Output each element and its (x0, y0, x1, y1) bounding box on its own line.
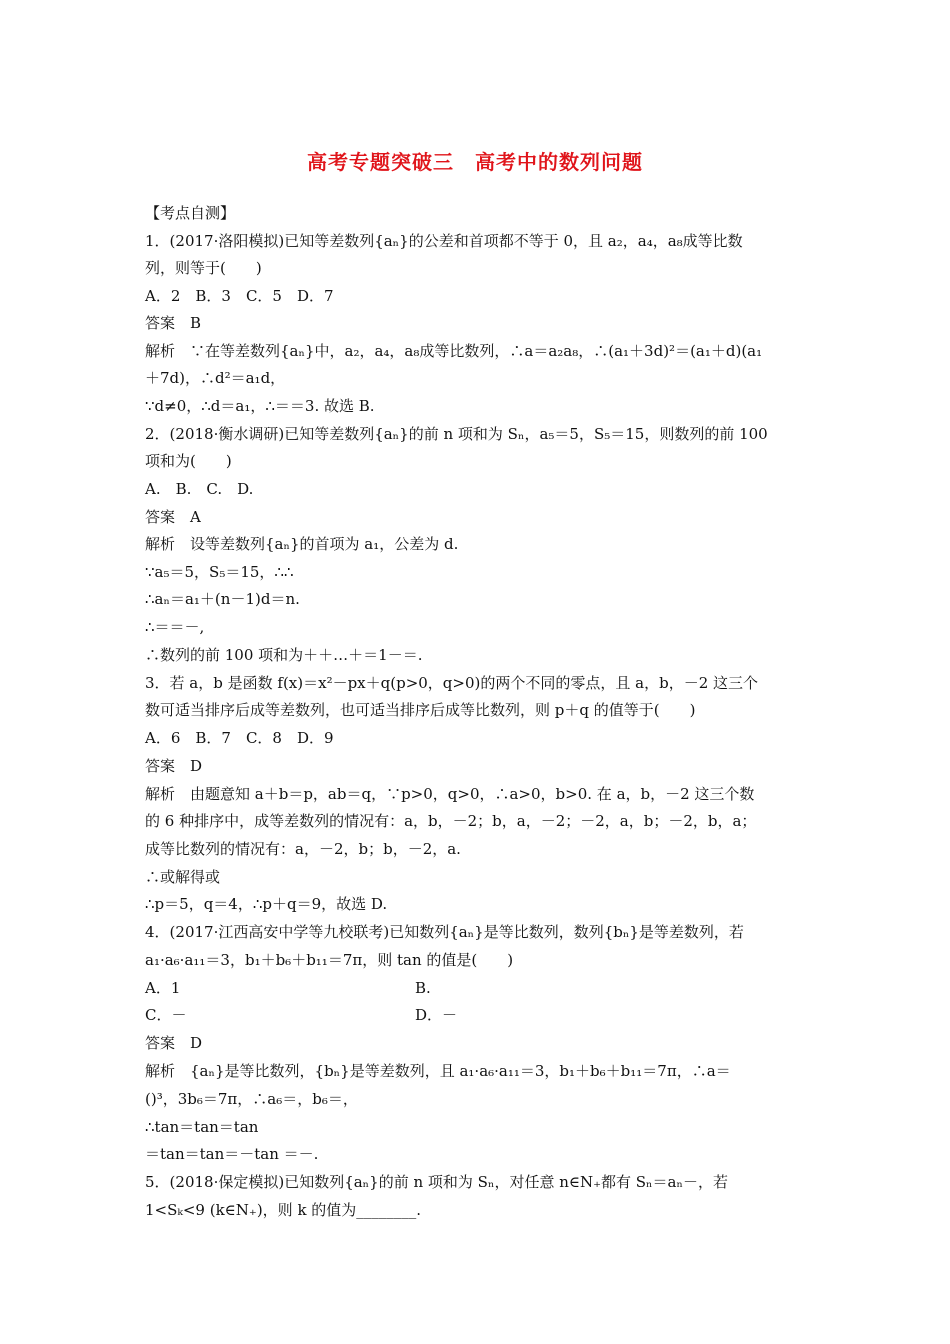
text-line: a₁·a₆·a₁₁＝3，b₁＋b₆＋b₁₁＝7π，则 tan 的值是( ) (145, 951, 514, 969)
answer-line: 答案 D (145, 757, 203, 775)
text-line: 列，则等于( ) (145, 259, 262, 277)
option-c: C．－ (145, 1006, 187, 1024)
answer-line: 答案 B (145, 314, 202, 332)
text-line: 2．(2018·衡水调研)已知等差数列{aₙ}的前 n 项和为 Sₙ，a₅＝5，S₅＝15，则数列的前 100 (145, 425, 768, 443)
text-line: A．2 B．3 C．5 D．7 (145, 287, 334, 305)
text-line: 解析 设等差数列{aₙ}的首项为 a₁，公差为 d. (145, 535, 459, 553)
option-b: B. (415, 979, 431, 997)
text-line: 1．(2017·洛阳模拟)已知等差数列{aₙ}的公差和首项都不等于 0，且 a₂，a₄，a₈成等比数 (145, 232, 743, 250)
text-line: ∴＝＝－, (145, 618, 205, 636)
text-line: 4．(2017·江西高安中学等九校联考)已知数列{aₙ}是等比数列，数列{bₙ}是等差数列，若 (145, 923, 744, 941)
text-line: ∴数列的前 100 项和为＋＋…＋＝1－＝. (145, 646, 423, 664)
text-line: A. B. C. D. (145, 480, 254, 498)
text-line: ∵d≠0，∴d＝a₁，∴＝＝3. 故选 B. (145, 397, 375, 415)
answer-line: 答案 A (145, 508, 201, 526)
page-title: 高考专题突破三 高考中的数列问题 (307, 150, 643, 174)
text-line: 解析 ∵在等差数列{aₙ}中，a₂，a₄，a₈成等比数列，∴a＝a₂a₈，∴(a₁＋3d)²＝(a₁＋d)(a₁ (145, 342, 763, 360)
text-line: ＝tan＝tan＝－tan ＝－. (145, 1145, 319, 1163)
text-line: 1<Sₖ<9 (k∈N₊)，则 k 的值为________. (145, 1201, 422, 1219)
text-line: 数可适当排序后成等差数列，也可适当排序后成等比数列，则 p＋q 的值等于( ) (145, 701, 696, 719)
text-line: 项和为( ) (145, 452, 232, 470)
text-line: 解析 由题意知 a＋b＝p，ab＝q，∵p>0，q>0，∴a>0，b>0. 在 a，b，－2 这三个数 (145, 785, 755, 803)
text-line: ()³，3b₆＝7π，∴a₆＝，b₆＝， (145, 1090, 358, 1108)
option-a: A．1 (145, 979, 181, 997)
text-line: ＋7d)，∴d²＝a₁d， (145, 369, 286, 387)
text-line: 解析 {aₙ}是等比数列，{bₙ}是等差数列，且 a₁·a₆·a₁₁＝3，b₁＋b₆＋b₁₁＝7π，∴a＝ (145, 1062, 731, 1080)
text-line: 3．若 a，b 是函数 f(x)＝x²－px＋q(p>0，q>0)的两个不同的零点，且 a，b，－2 这三个 (145, 674, 759, 692)
text-line: ∴或解得或 (145, 868, 221, 886)
text-line: ∵a₅＝5，S₅＝15，∴∴ (145, 563, 294, 581)
text-line: ∴p＝5，q＝4，∴p＋q＝9，故选 D. (145, 895, 388, 913)
text-line: 的 6 种排序中，成等差数列的情况有：a，b，－2；b，a，－2；－2，a，b；－2，b，a； (145, 812, 757, 830)
text-line: A．6 B．7 C．8 D．9 (145, 729, 334, 747)
answer-line: 答案 D (145, 1034, 203, 1052)
text-line: ∴aₙ＝a₁＋(n－1)d＝n. (145, 590, 300, 608)
text-line: ∴tan＝tan＝tan (145, 1118, 259, 1136)
text-line: 5．(2018·保定模拟)已知数列{aₙ}的前 n 项和为 Sₙ，对任意 n∈N₊都有 Sₙ＝aₙ－，若 (145, 1173, 728, 1191)
text-line: 成等比数列的情况有：a，－2，b；b，－2，a. (145, 840, 461, 858)
option-d: D．－ (415, 1006, 458, 1024)
section-heading: 【考点自测】 (145, 204, 236, 222)
